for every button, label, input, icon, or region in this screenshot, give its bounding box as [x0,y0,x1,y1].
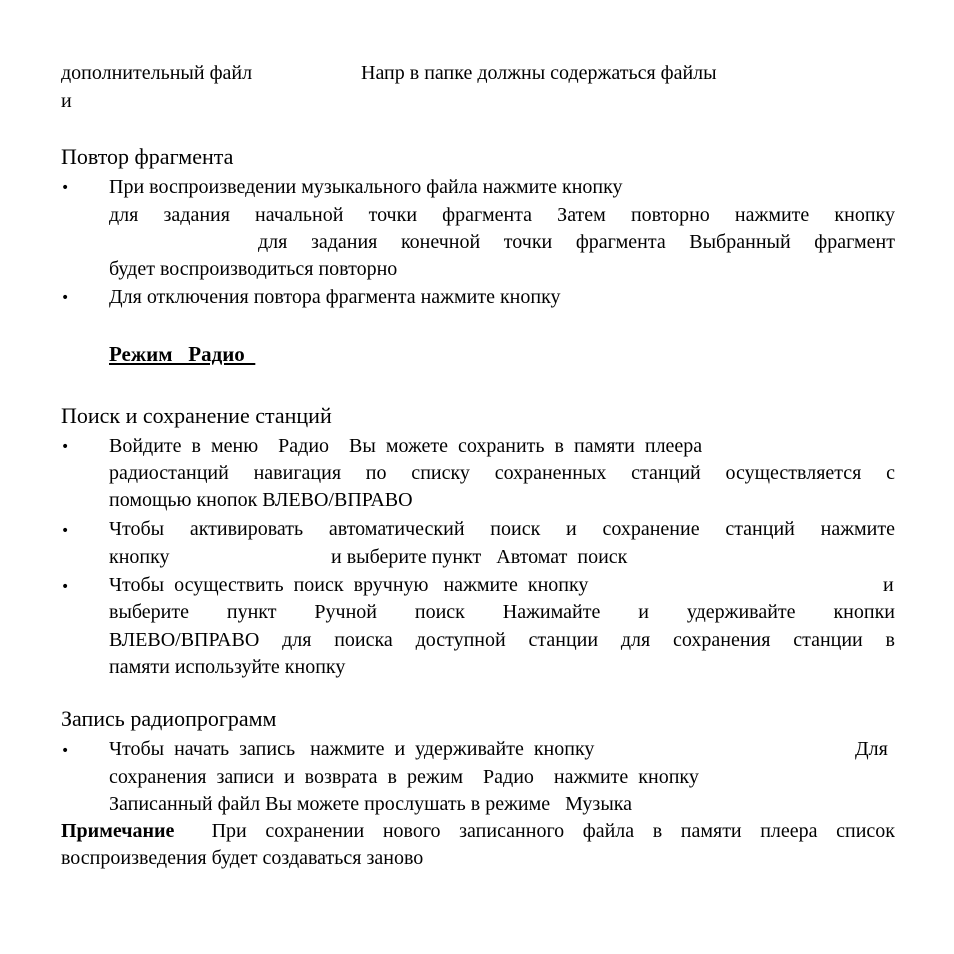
bullet-icon: • [61,290,70,306]
note-label: Примечание [61,820,175,842]
intro-col1-line1: дополнительный файл [61,62,253,84]
intro-col2-line1: Напр в папке должны содержаться файлы [361,62,717,84]
search-b2-line2b: и выберите пункт Автомат поиск [331,546,628,568]
bullet-icon: • [61,743,70,759]
section-title-search: Поиск и сохранение станций [61,403,332,428]
search-b1-line3: помощью кнопок ВЛЕВО/ВПРАВО [109,489,413,511]
record-b1-line1a: Чтобы начать запись нажмите и удерживайте кнопку [109,738,595,760]
record-b1-line1b: Для [855,738,888,760]
repeat-b2-line1: Для отключения повтора фрагмента нажмите кнопку [109,286,561,308]
repeat-b1-line3: для задания конечной точки фрагмента Выбранный фрагмент [258,231,895,253]
record-b1-line2: сохранения записи и возврата в режим Радио нажмите кнопку [109,766,699,788]
section-title-repeat: Повтор фрагмента [61,144,234,169]
search-b3-line1b: и [883,574,894,596]
intro-col1-line2: и [61,90,72,112]
repeat-b1-line2: для задания начальной точки фрагмента Затем повторно нажмите кнопку [109,204,895,226]
bullet-icon: • [61,579,70,595]
section-title-record: Запись радиопрограмм [61,706,277,731]
note-line1 [61,818,895,845]
search-b2-line2a: кнопку [109,546,170,568]
search-b3-line1a: Чтобы осуществить поиск вручную нажмите кнопку [109,574,589,596]
repeat-b1-line1: При воспроизведении музыкального файла нажмите кнопку [109,176,623,198]
search-b2-line1: Чтобы активировать автоматический поиск и сохранение станций нажмите [109,518,895,540]
bullet-icon: • [61,523,70,539]
record-b1-line3: Записанный файл Вы можете прослушать в режиме Музыка [109,793,633,815]
note-line1-text: При сохранении нового записанного файла в памяти плеера список [174,820,895,842]
search-b1-line2: радиостанций навигация по списку сохраненных станций осуществляется с [109,462,895,484]
note-line2: воспроизведения будет создаваться заново [61,847,424,869]
search-b3-line3: ВЛЕВО/ВПРАВО для поиска доступной станции для сохранения станции в [109,629,895,651]
search-b1-line1: Войдите в меню Радио Вы можете сохранить в памяти плеера [109,435,703,457]
search-b3-line4: памяти используйте кнопку [109,656,346,678]
search-b3-line2: выберите пункт Ручной поиск Нажимайте и удерживайте кнопки [109,601,895,623]
repeat-b1-line4: будет воспроизводиться повторно [109,258,398,280]
bullet-icon: • [61,439,70,455]
bullet-icon: • [61,180,70,196]
radio-mode-heading: Режим Радио [109,342,256,366]
